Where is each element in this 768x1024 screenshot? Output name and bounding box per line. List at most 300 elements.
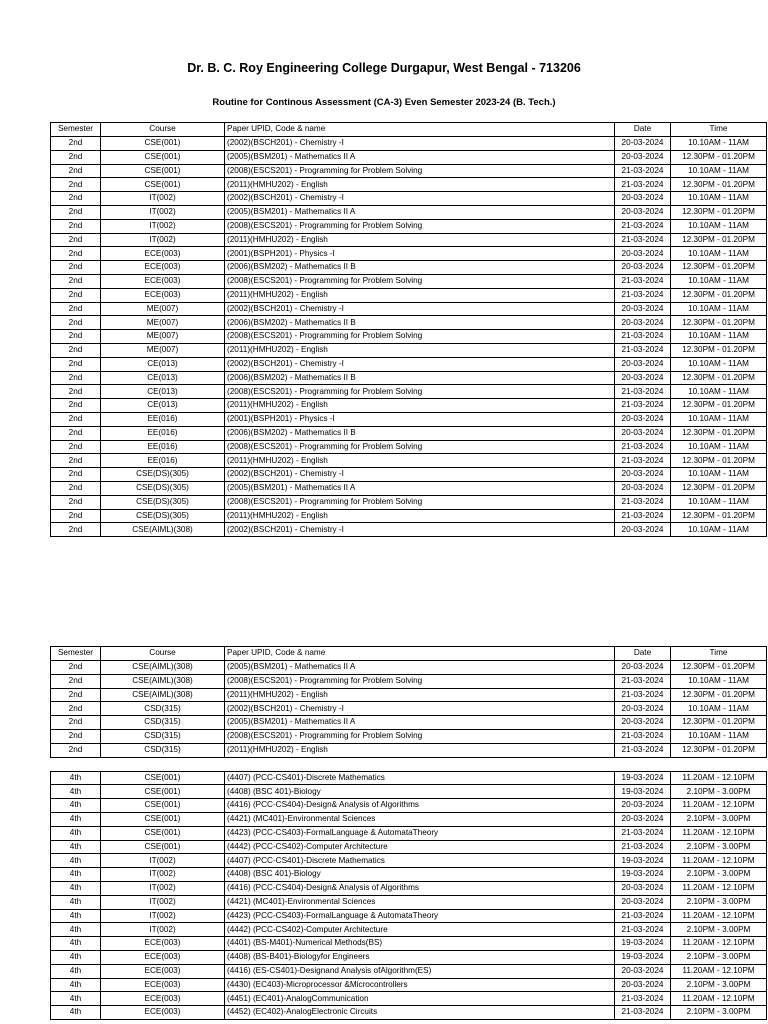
cell-paper: (4451) (EC401)-AnalogCommunication: [225, 992, 615, 1006]
table-row: [51, 371, 767, 385]
cell-date: 21-03-2024: [615, 495, 671, 509]
cell-date: 20-03-2024: [615, 371, 671, 385]
cell-course: CSE(001): [101, 840, 225, 854]
cell-date: 20-03-2024: [615, 799, 671, 813]
cell-time: 11.20AM - 12.10PM: [671, 799, 767, 813]
table-row: [51, 799, 767, 813]
cell-paper: (2005)(BSM201) - Mathematics II A: [225, 716, 615, 730]
table-row: [51, 302, 767, 316]
cell-semester: 2nd: [51, 219, 101, 233]
cell-semester: 2nd: [51, 137, 101, 151]
cell-time: 12.30PM - 01.20PM: [671, 150, 767, 164]
cell-time: 10.10AM - 11AM: [671, 674, 767, 688]
cell-date: 21-03-2024: [615, 219, 671, 233]
cell-paper: (2011)(HMHU202) - English: [225, 233, 615, 247]
cell-time: 12.30PM - 01.20PM: [671, 661, 767, 675]
table-row: [51, 330, 767, 344]
cell-semester: 4th: [51, 840, 101, 854]
cell-time: 10.10AM - 11AM: [671, 385, 767, 399]
cell-course: IT(002): [101, 868, 225, 882]
cell-semester: 4th: [51, 812, 101, 826]
cell-semester: 2nd: [51, 743, 101, 757]
header-paper: Paper UPID, Code & name: [225, 123, 615, 137]
cell-date: 20-03-2024: [615, 964, 671, 978]
cell-date: 20-03-2024: [615, 661, 671, 675]
cell-semester: 2nd: [51, 274, 101, 288]
cell-semester: 4th: [51, 881, 101, 895]
routine-table-2: [50, 646, 767, 1020]
cell-course: CSE(001): [101, 785, 225, 799]
cell-semester: 2nd: [51, 674, 101, 688]
cell-paper: (2005)(BSM201) - Mathematics II A: [225, 661, 615, 675]
cell-time: 11.20AM - 12.10PM: [671, 909, 767, 923]
cell-date: 21-03-2024: [615, 674, 671, 688]
cell-date: 20-03-2024: [615, 481, 671, 495]
cell-date: 20-03-2024: [615, 247, 671, 261]
cell-paper: (2001)(BSPH201) - Physics -I: [225, 412, 615, 426]
table-row: [51, 357, 767, 371]
cell-paper: (2005)(BSM201) - Mathematics II A: [225, 150, 615, 164]
cell-date: 21-03-2024: [615, 440, 671, 454]
cell-time: 11.20AM - 12.10PM: [671, 826, 767, 840]
table-row: [51, 950, 767, 964]
cell-paper: (2008)(ESCS201) - Programming for Problem Solving: [225, 274, 615, 288]
table-row: [51, 164, 767, 178]
cell-course: ECE(003): [101, 288, 225, 302]
header-course: Course: [101, 647, 225, 661]
cell-paper: (4452) (EC402)-AnalogElectronic Circuits: [225, 1006, 615, 1020]
cell-time: 10.10AM - 11AM: [671, 247, 767, 261]
cell-paper: (2011)(HMHU202) - English: [225, 178, 615, 192]
table-row: [51, 937, 767, 951]
cell-semester: 2nd: [51, 426, 101, 440]
cell-course: CSE(AIML)(308): [101, 523, 225, 537]
cell-course: CSE(001): [101, 178, 225, 192]
cell-course: CSD(315): [101, 702, 225, 716]
cell-time: 10.10AM - 11AM: [671, 468, 767, 482]
cell-semester: 2nd: [51, 523, 101, 537]
cell-date: 19-03-2024: [615, 868, 671, 882]
cell-course: CE(013): [101, 371, 225, 385]
table-row: [51, 495, 767, 509]
cell-date: 21-03-2024: [615, 178, 671, 192]
cell-course: ME(007): [101, 330, 225, 344]
cell-time: 12.30PM - 01.20PM: [671, 178, 767, 192]
cell-time: 12.30PM - 01.20PM: [671, 481, 767, 495]
cell-course: CSE(DS)(305): [101, 495, 225, 509]
cell-semester: 2nd: [51, 192, 101, 206]
cell-semester: 2nd: [51, 316, 101, 330]
cell-semester: 2nd: [51, 716, 101, 730]
cell-semester: 2nd: [51, 247, 101, 261]
table-row: [51, 288, 767, 302]
cell-paper: (2008)(ESCS201) - Programming for Problem Solving: [225, 219, 615, 233]
cell-date: 21-03-2024: [615, 509, 671, 523]
table-row: [51, 702, 767, 716]
cell-paper: (4407) (PCC-CS401)-Discrete Mathematics: [225, 771, 615, 785]
cell-semester: 2nd: [51, 702, 101, 716]
cell-semester: 4th: [51, 799, 101, 813]
cell-time: 10.10AM - 11AM: [671, 412, 767, 426]
header-time: Time: [671, 123, 767, 137]
cell-time: 12.30PM - 01.20PM: [671, 509, 767, 523]
cell-paper: (2005)(BSM201) - Mathematics II A: [225, 205, 615, 219]
cell-course: IT(002): [101, 192, 225, 206]
cell-course: IT(002): [101, 909, 225, 923]
cell-paper: (4407) (PCC-CS401)-Discrete Mathematics: [225, 854, 615, 868]
cell-time: 2.10PM - 3.00PM: [671, 840, 767, 854]
table-row: [51, 274, 767, 288]
cell-course: ECE(003): [101, 261, 225, 275]
header-course: Course: [101, 123, 225, 137]
cell-paper: (2008)(ESCS201) - Programming for Problem Solving: [225, 330, 615, 344]
table-row: [51, 661, 767, 675]
table-row: [51, 343, 767, 357]
cell-date: 19-03-2024: [615, 950, 671, 964]
header-semester: Semester: [51, 123, 101, 137]
table-row: [51, 923, 767, 937]
cell-paper: (4408) (BSC 401)-Biology: [225, 785, 615, 799]
table-row: [51, 454, 767, 468]
cell-time: 2.10PM - 3.00PM: [671, 923, 767, 937]
table-row: [51, 205, 767, 219]
cell-course: IT(002): [101, 923, 225, 937]
header-date: Date: [615, 647, 671, 661]
cell-date: 21-03-2024: [615, 826, 671, 840]
cell-paper: (4408) (BSC 401)-Biology: [225, 868, 615, 882]
cell-course: ECE(003): [101, 937, 225, 951]
cell-paper: (2006)(BSM202) - Mathematics II B: [225, 261, 615, 275]
table-row: [51, 468, 767, 482]
table-row: [51, 868, 767, 882]
cell-time: 12.30PM - 01.20PM: [671, 454, 767, 468]
cell-time: 10.10AM - 11AM: [671, 729, 767, 743]
cell-paper: (4430) (EC403)-Microprocessor &Microcontrollers: [225, 978, 615, 992]
table-row: [51, 219, 767, 233]
cell-time: 10.10AM - 11AM: [671, 302, 767, 316]
cell-paper: (2011)(HMHU202) - English: [225, 454, 615, 468]
table-row: [51, 895, 767, 909]
cell-semester: 2nd: [51, 509, 101, 523]
table-header-row: [51, 647, 767, 661]
cell-course: CSE(001): [101, 137, 225, 151]
table-row: [51, 716, 767, 730]
table-row: [51, 978, 767, 992]
table-row: [51, 523, 767, 537]
cell-time: 12.30PM - 01.20PM: [671, 316, 767, 330]
cell-date: 20-03-2024: [615, 150, 671, 164]
cell-date: 21-03-2024: [615, 840, 671, 854]
cell-semester: 2nd: [51, 440, 101, 454]
cell-time: 11.20AM - 12.10PM: [671, 854, 767, 868]
cell-semester: 2nd: [51, 385, 101, 399]
cell-course: CSE(001): [101, 164, 225, 178]
cell-date: 19-03-2024: [615, 937, 671, 951]
cell-course: ECE(003): [101, 978, 225, 992]
table-row: [51, 316, 767, 330]
cell-date: 21-03-2024: [615, 288, 671, 302]
cell-course: CSE(001): [101, 771, 225, 785]
cell-time: 12.30PM - 01.20PM: [671, 261, 767, 275]
cell-time: 10.10AM - 11AM: [671, 192, 767, 206]
cell-course: EE(016): [101, 440, 225, 454]
cell-paper: (2011)(HMHU202) - English: [225, 743, 615, 757]
cell-time: 10.10AM - 11AM: [671, 219, 767, 233]
cell-paper: (2002)(BSCH201) - Chemistry -I: [225, 357, 615, 371]
cell-paper: (2001)(BSPH201) - Physics -I: [225, 247, 615, 261]
cell-paper: (2002)(BSCH201) - Chemistry -I: [225, 468, 615, 482]
cell-paper: (4416) (PCC-CS404)-Design& Analysis of Algorithms: [225, 881, 615, 895]
table-row: [51, 729, 767, 743]
cell-time: 2.10PM - 3.00PM: [671, 950, 767, 964]
cell-course: ECE(003): [101, 1006, 225, 1020]
cell-time: 12.30PM - 01.20PM: [671, 233, 767, 247]
cell-course: CSE(001): [101, 799, 225, 813]
cell-paper: (4421) (MC401)-Environmental Sciences: [225, 812, 615, 826]
table-row: [51, 992, 767, 1006]
cell-date: 20-03-2024: [615, 426, 671, 440]
cell-course: IT(002): [101, 219, 225, 233]
cell-semester: 2nd: [51, 468, 101, 482]
table-row: [51, 812, 767, 826]
cell-paper: (2002)(BSCH201) - Chemistry -I: [225, 523, 615, 537]
cell-semester: 4th: [51, 826, 101, 840]
cell-time: 12.30PM - 01.20PM: [671, 426, 767, 440]
cell-semester: 2nd: [51, 495, 101, 509]
cell-course: ECE(003): [101, 992, 225, 1006]
table-row: [51, 1006, 767, 1020]
cell-date: 20-03-2024: [615, 716, 671, 730]
cell-course: CSE(DS)(305): [101, 481, 225, 495]
cell-course: ME(007): [101, 316, 225, 330]
cell-time: 10.10AM - 11AM: [671, 702, 767, 716]
page-subtitle: Routine for Continous Assessment (CA-3) Even Semester 2023-24 (B. Tech.): [212, 97, 556, 108]
cell-semester: 4th: [51, 978, 101, 992]
cell-date: 20-03-2024: [615, 881, 671, 895]
cell-date: 21-03-2024: [615, 385, 671, 399]
cell-semester: 2nd: [51, 399, 101, 413]
cell-semester: 2nd: [51, 205, 101, 219]
cell-time: 10.10AM - 11AM: [671, 274, 767, 288]
cell-course: CSE(DS)(305): [101, 509, 225, 523]
cell-course: CSE(AIML)(308): [101, 674, 225, 688]
cell-time: 12.30PM - 01.20PM: [671, 343, 767, 357]
cell-time: 11.20AM - 12.10PM: [671, 881, 767, 895]
cell-semester: 2nd: [51, 481, 101, 495]
cell-date: 20-03-2024: [615, 205, 671, 219]
cell-paper: (2008)(ESCS201) - Programming for Problem Solving: [225, 495, 615, 509]
cell-date: 21-03-2024: [615, 992, 671, 1006]
cell-semester: 4th: [51, 992, 101, 1006]
cell-time: 11.20AM - 12.10PM: [671, 964, 767, 978]
cell-semester: 4th: [51, 909, 101, 923]
table-row: [51, 192, 767, 206]
cell-paper: (2006)(BSM202) - Mathematics II B: [225, 426, 615, 440]
cell-date: 20-03-2024: [615, 357, 671, 371]
cell-date: 21-03-2024: [615, 330, 671, 344]
table-row: [51, 385, 767, 399]
cell-course: CE(013): [101, 399, 225, 413]
cell-course: IT(002): [101, 205, 225, 219]
cell-semester: 2nd: [51, 357, 101, 371]
cell-course: CSE(001): [101, 150, 225, 164]
cell-date: 20-03-2024: [615, 895, 671, 909]
cell-paper: (2011)(HMHU202) - English: [225, 343, 615, 357]
cell-date: 21-03-2024: [615, 274, 671, 288]
cell-paper: (2011)(HMHU202) - English: [225, 288, 615, 302]
cell-semester: 2nd: [51, 150, 101, 164]
cell-semester: 2nd: [51, 261, 101, 275]
cell-paper: (2002)(BSCH201) - Chemistry -I: [225, 137, 615, 151]
cell-semester: 2nd: [51, 412, 101, 426]
cell-paper: (2011)(HMHU202) - English: [225, 688, 615, 702]
table-row: [51, 674, 767, 688]
cell-date: 20-03-2024: [615, 137, 671, 151]
cell-time: 10.10AM - 11AM: [671, 164, 767, 178]
cell-date: 20-03-2024: [615, 702, 671, 716]
cell-semester: 2nd: [51, 302, 101, 316]
cell-date: 21-03-2024: [615, 688, 671, 702]
cell-paper: (2008)(ESCS201) - Programming for Problem Solving: [225, 440, 615, 454]
cell-date: 21-03-2024: [615, 923, 671, 937]
table-row: [51, 854, 767, 868]
header-semester: Semester: [51, 647, 101, 661]
cell-date: 21-03-2024: [615, 233, 671, 247]
cell-paper: (2002)(BSCH201) - Chemistry -I: [225, 302, 615, 316]
table-row: [51, 881, 767, 895]
cell-date: 19-03-2024: [615, 785, 671, 799]
table-row: [51, 785, 767, 799]
cell-semester: 2nd: [51, 371, 101, 385]
table-header-row: [51, 123, 767, 137]
cell-time: 10.10AM - 11AM: [671, 495, 767, 509]
table-row: [51, 826, 767, 840]
cell-course: EE(016): [101, 454, 225, 468]
cell-course: CSD(315): [101, 716, 225, 730]
cell-date: 21-03-2024: [615, 743, 671, 757]
cell-semester: 2nd: [51, 164, 101, 178]
cell-paper: (4442) (PCC-CS402)-Computer Architecture: [225, 923, 615, 937]
cell-semester: 4th: [51, 854, 101, 868]
cell-date: 20-03-2024: [615, 192, 671, 206]
cell-date: 20-03-2024: [615, 812, 671, 826]
cell-date: 21-03-2024: [615, 909, 671, 923]
cell-date: 20-03-2024: [615, 302, 671, 316]
cell-time: 2.10PM - 3.00PM: [671, 868, 767, 882]
cell-course: CSD(315): [101, 743, 225, 757]
cell-date: 20-03-2024: [615, 468, 671, 482]
cell-course: IT(002): [101, 854, 225, 868]
cell-time: 12.30PM - 01.20PM: [671, 399, 767, 413]
cell-semester: 4th: [51, 923, 101, 937]
table-row: [51, 964, 767, 978]
cell-date: 21-03-2024: [615, 1006, 671, 1020]
cell-date: 20-03-2024: [615, 412, 671, 426]
cell-course: IT(002): [101, 895, 225, 909]
table-row: [51, 509, 767, 523]
cell-course: CSE(AIML)(308): [101, 688, 225, 702]
table-row: [51, 688, 767, 702]
cell-course: CSE(AIML)(308): [101, 661, 225, 675]
cell-course: ME(007): [101, 302, 225, 316]
cell-time: 2.10PM - 3.00PM: [671, 895, 767, 909]
cell-course: CSE(001): [101, 826, 225, 840]
cell-paper: (2008)(ESCS201) - Programming for Problem Solving: [225, 674, 615, 688]
cell-semester: 4th: [51, 868, 101, 882]
table-row: [51, 743, 767, 757]
cell-paper: (2011)(HMHU202) - English: [225, 399, 615, 413]
cell-paper: (2011)(HMHU202) - English: [225, 509, 615, 523]
cell-time: 12.30PM - 01.20PM: [671, 716, 767, 730]
cell-course: EE(016): [101, 412, 225, 426]
cell-time: 2.10PM - 3.00PM: [671, 812, 767, 826]
cell-time: 2.10PM - 3.00PM: [671, 785, 767, 799]
cell-paper: (2008)(ESCS201) - Programming for Problem Solving: [225, 385, 615, 399]
table-row: [51, 137, 767, 151]
cell-paper: (4423) (PCC-CS403)-FormalLanguage & AutomataTheory: [225, 909, 615, 923]
cell-paper: (2008)(ESCS201) - Programming for Problem Solving: [225, 164, 615, 178]
cell-course: EE(016): [101, 426, 225, 440]
cell-date: 21-03-2024: [615, 454, 671, 468]
cell-course: ECE(003): [101, 950, 225, 964]
cell-paper: (4421) (MC401)-Environmental Sciences: [225, 895, 615, 909]
cell-time: 10.10AM - 11AM: [671, 440, 767, 454]
cell-semester: 4th: [51, 771, 101, 785]
cell-date: 20-03-2024: [615, 261, 671, 275]
cell-course: CSD(315): [101, 729, 225, 743]
table-row: [51, 233, 767, 247]
cell-semester: 2nd: [51, 343, 101, 357]
cell-time: 2.10PM - 3.00PM: [671, 978, 767, 992]
table-row: [51, 840, 767, 854]
header-date: Date: [615, 123, 671, 137]
cell-time: 12.30PM - 01.20PM: [671, 288, 767, 302]
cell-semester: 4th: [51, 785, 101, 799]
cell-paper: (2006)(BSM202) - Mathematics II B: [225, 316, 615, 330]
cell-course: CE(013): [101, 357, 225, 371]
header-paper: Paper UPID, Code & name: [225, 647, 615, 661]
cell-paper: (4442) (PCC-CS402)-Computer Architecture: [225, 840, 615, 854]
table-row: [51, 426, 767, 440]
table-row: [51, 412, 767, 426]
cell-course: IT(002): [101, 881, 225, 895]
cell-time: 10.10AM - 11AM: [671, 330, 767, 344]
cell-semester: 4th: [51, 1006, 101, 1020]
table-row: [51, 150, 767, 164]
cell-paper: (2006)(BSM202) - Mathematics II B: [225, 371, 615, 385]
cell-time: 12.30PM - 01.20PM: [671, 205, 767, 219]
cell-date: 21-03-2024: [615, 399, 671, 413]
table-row: [51, 399, 767, 413]
cell-date: 21-03-2024: [615, 164, 671, 178]
cell-course: CSE(001): [101, 812, 225, 826]
cell-time: 10.10AM - 11AM: [671, 523, 767, 537]
cell-course: CE(013): [101, 385, 225, 399]
cell-course: ECE(003): [101, 274, 225, 288]
cell-semester: 2nd: [51, 661, 101, 675]
cell-date: 19-03-2024: [615, 854, 671, 868]
cell-semester: 2nd: [51, 330, 101, 344]
cell-time: 11.20AM - 12.10PM: [671, 771, 767, 785]
cell-semester: 2nd: [51, 688, 101, 702]
header-time: Time: [671, 647, 767, 661]
cell-time: 12.30PM - 01.20PM: [671, 371, 767, 385]
cell-semester: 2nd: [51, 729, 101, 743]
cell-paper: (2002)(BSCH201) - Chemistry -I: [225, 702, 615, 716]
cell-course: CSE(DS)(305): [101, 468, 225, 482]
table-row: [51, 909, 767, 923]
cell-semester: 4th: [51, 937, 101, 951]
